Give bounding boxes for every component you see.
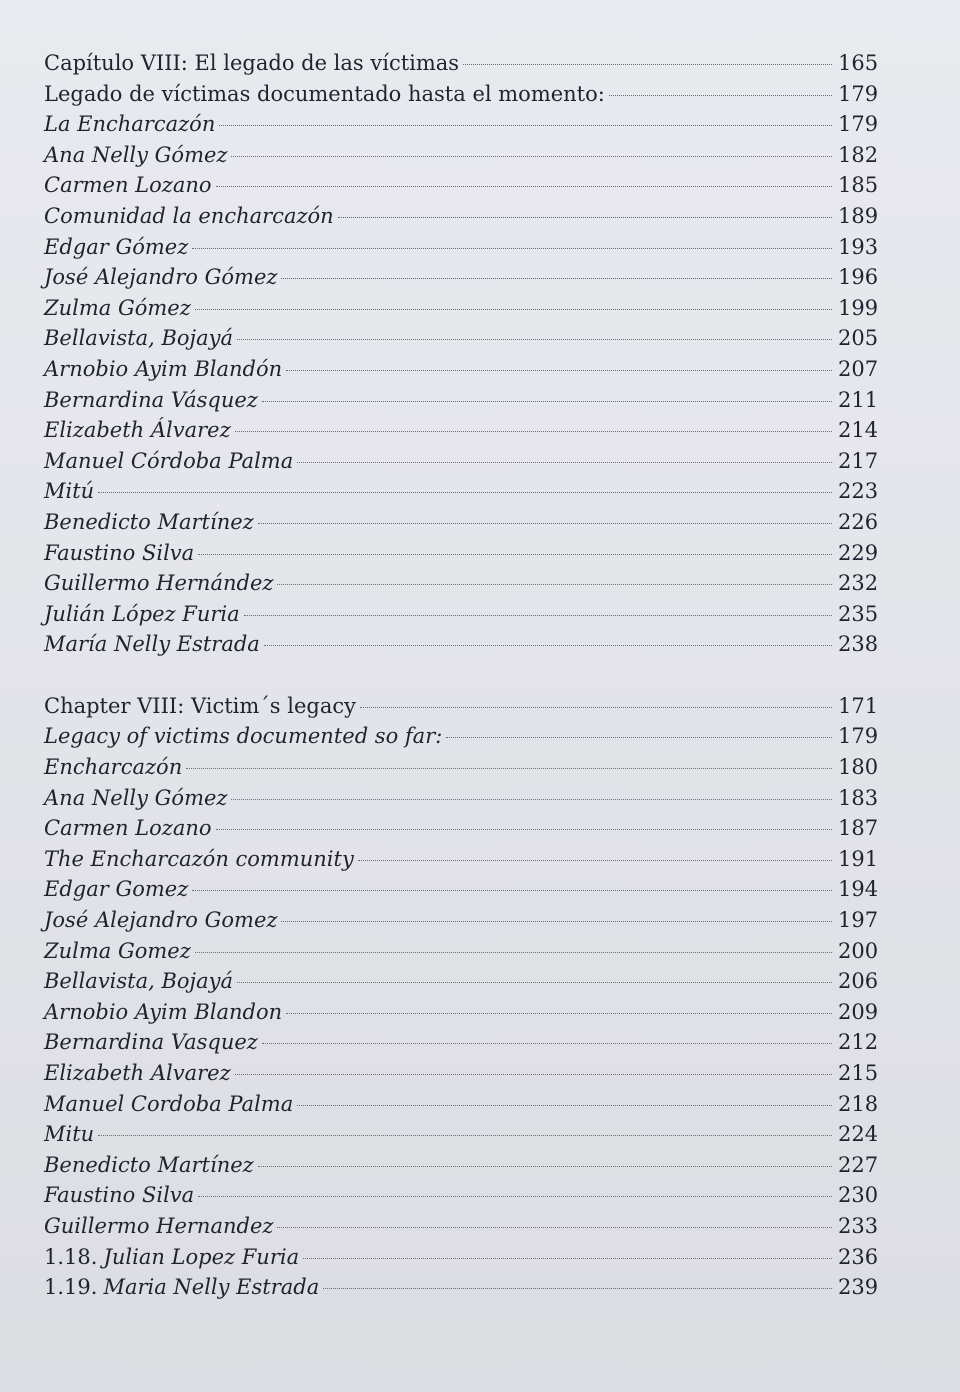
toc-entry-title: Faustino Silva [44,1183,195,1208]
toc-page-number: 197 [838,908,879,933]
toc-page-number: 238 [838,632,879,657]
dot-leader [98,1135,832,1136]
toc-page-number: 227 [838,1152,879,1177]
toc-page-number: 214 [838,418,879,443]
toc-entry-title: Bellavista, Bojayá [44,969,233,994]
toc-entry [44,721,878,752]
toc-entry-label [44,140,227,171]
toc-page-number: 232 [838,571,879,596]
dot-leader [186,768,832,769]
toc-entry-label [44,905,277,936]
toc-page-number: 194 [838,877,879,902]
toc-page-number: 235 [838,601,879,626]
toc-page-number: 207 [838,356,879,381]
dot-leader [358,860,832,861]
toc-entry-title: Arnobio Ayim Blandón [44,356,283,381]
dot-leader [235,1074,832,1075]
dot-leader [446,737,832,738]
dot-leader [338,217,832,218]
toc-entry [44,813,878,844]
dot-leader [277,1227,832,1228]
toc-page-number: 217 [838,448,879,473]
toc-entry [44,783,878,814]
toc-entry-label [44,568,273,599]
dot-leader [262,1043,832,1044]
toc-page-number: 215 [838,1061,879,1085]
toc-entry [44,1180,878,1211]
toc-entry-title: Carmen Lozano [44,816,212,841]
toc-page-number: 199 [838,295,879,320]
toc-entry [44,568,878,599]
toc-page-number: 189 [838,203,879,228]
dot-leader [262,401,832,402]
dot-leader [237,982,832,983]
toc-entry-title: Bellavista, Bojayá [44,326,233,351]
dot-leader [216,186,832,187]
toc-entry-label [44,1150,254,1181]
toc-entry-title: Guillermo Hernandez [44,1213,274,1238]
toc-entry [44,997,878,1028]
toc-entry-label [44,1027,258,1058]
toc-entry-label [44,752,182,783]
dot-leader [609,95,832,96]
toc-page-number: 224 [838,1122,879,1147]
toc-entry-title: Legacy of victims documented so far: [44,724,443,749]
toc-page-number: 233 [838,1213,879,1238]
toc-entry-label [44,813,212,844]
toc-page-number: 209 [838,999,879,1024]
toc-page-number: 171 [838,693,879,718]
toc-entry-label [44,691,356,722]
toc-entry-title: Manuel Cordoba Palma [44,1091,294,1116]
dot-leader [258,1166,832,1167]
toc-entry-label [44,415,231,446]
toc-entry [44,1150,878,1181]
toc-entry-number: 1.18. [44,1244,98,1269]
toc-entry-title: Julián López Furia [44,601,240,626]
toc-page-number: 212 [838,1030,879,1055]
toc-page-number: 196 [838,265,879,290]
dot-leader [192,890,832,891]
toc-entry [44,905,878,936]
toc-entry [44,293,878,324]
toc-entry-label [44,109,215,140]
toc-entry [44,1119,878,1150]
toc-entry [44,1272,878,1303]
toc-entry-number: 1.19. [44,1275,98,1300]
toc-entry-title: Carmen Lozano [44,173,212,198]
toc-entry-label [44,48,459,79]
dot-leader [219,125,832,126]
toc-entry [44,48,878,79]
dot-leader [195,309,832,310]
toc-entry-label [44,293,191,324]
toc-entry-label [44,599,240,630]
toc-entry-title: Bernardina Vasquez [44,1030,258,1055]
toc-entry-title: Elizabeth Álvarez [44,418,231,443]
toc-entry-title: Ana Nelly Gómez [44,785,228,810]
toc-entry [44,936,878,967]
dot-leader [281,921,832,922]
toc-entry [44,446,878,477]
toc-page-number: 236 [838,1244,879,1269]
toc-entry-label [44,1272,319,1303]
toc-entry-title: Benedicto Martínez [44,1152,254,1177]
toc-entry-label [44,1089,293,1120]
toc-entry-title: Mitu [44,1122,95,1147]
toc-entry [44,599,878,630]
toc-entry-label [44,354,282,385]
toc-page-number: 230 [838,1183,879,1208]
toc-page-number: 206 [838,969,879,994]
dot-leader [323,1288,832,1289]
dot-leader [303,1258,832,1259]
dot-leader [237,339,832,340]
toc-entry [44,385,878,416]
toc-entry [44,201,878,232]
toc-entry-title: Comunidad la encharcazón [44,203,334,228]
toc-entry [44,1089,878,1120]
toc-entry-label [44,966,233,997]
toc-entry-label [44,629,260,660]
toc-entry [44,323,878,354]
toc-page-number: 218 [838,1091,879,1116]
toc-entry [44,476,878,507]
toc-entry [44,109,878,140]
toc-entry-title: Elizabeth Alvarez [44,1061,231,1085]
dot-leader [286,370,832,371]
toc-entry-title: Mitú [44,479,95,504]
toc-page-number: 193 [838,234,879,259]
toc-entry-label [44,783,227,814]
toc-entry-label [44,1058,231,1089]
toc-entry-title: José Alejandro Gómez [44,265,278,290]
toc-entry [44,966,878,997]
toc-entry-title: Ana Nelly Gómez [44,142,228,167]
toc-entry [44,415,878,446]
toc-entry [44,752,878,783]
toc-entry-title: Edgar Gomez [44,877,189,902]
dot-leader [98,492,832,493]
toc-entry [44,1242,878,1273]
toc-entry [44,507,878,538]
dot-leader [264,645,832,646]
toc-page-number: 165 [838,51,879,75]
dot-leader [231,799,832,800]
toc-entry-title: Zulma Gómez [44,295,191,320]
toc-entry-label [44,874,188,905]
toc-entry-label [44,201,334,232]
toc-page-number: 179 [838,81,879,106]
toc-entry-title: Faustino Silva [44,540,195,565]
toc-entry-label [44,721,442,752]
toc-page-number: 239 [838,1275,879,1300]
dot-leader [195,952,832,953]
dot-leader [297,1105,832,1106]
dot-leader [360,707,832,708]
toc-entry [44,140,878,171]
toc-page-number: 229 [838,540,879,565]
toc-entry-title: Encharcazón [44,755,183,780]
toc-entry-label [44,232,188,263]
toc-entry [44,262,878,293]
toc-entry-title: Legado de víctimas documentado hasta el momento: [44,81,605,106]
toc-entry [44,232,878,263]
toc-page-number: 191 [838,846,879,871]
toc-entry [44,844,878,875]
toc-entry-label [44,844,354,875]
toc-entry-title: La Encharcazón [44,112,216,137]
toc-entry-title: The Encharcazón community [44,846,354,871]
toc-entry-title: Julian Lopez Furia [103,1244,300,1269]
toc-page-number: 226 [838,509,879,534]
toc-entry-title: José Alejandro Gomez [44,908,278,933]
toc-entry-label [44,79,605,110]
toc-entry-title: Benedicto Martínez [44,509,254,534]
dot-leader [463,64,832,65]
toc-entry [44,538,878,569]
dot-leader [198,1196,832,1197]
toc-page-number: 187 [838,816,879,841]
toc-page-number: 205 [838,326,879,351]
toc-entry-label [44,507,254,538]
toc-entry-label [44,385,258,416]
dot-leader [286,1013,832,1014]
toc-entry-title: Edgar Gómez [44,234,189,259]
toc-entry-label [44,997,282,1028]
toc-page-number: 179 [838,724,879,749]
toc-page-number: 185 [838,173,879,198]
toc-entry-label [44,476,94,507]
toc-entry [44,691,878,722]
toc-page-number: 179 [838,112,879,137]
dot-leader [297,462,832,463]
toc-entry-label [44,1242,299,1273]
toc-entry [44,874,878,905]
toc-entry-label [44,538,194,569]
toc-entry-label [44,170,212,201]
toc-page-number: 211 [838,387,879,412]
toc-entry [44,170,878,201]
toc-entry-title: María Nelly Estrada [44,632,260,657]
toc-entry [44,354,878,385]
toc-entry-label [44,1211,273,1242]
toc-entry-title: Guillermo Hernández [44,571,274,596]
dot-leader [216,829,832,830]
toc-page-number: 180 [838,755,879,780]
dot-leader [231,156,832,157]
toc-entry-label [44,323,233,354]
toc-page-number: 183 [838,785,879,810]
dot-leader [235,431,832,432]
dot-leader [198,554,832,555]
toc-entry-label [44,936,191,967]
toc-entry-title: Maria Nelly Estrada [103,1275,320,1300]
toc-entry-label [44,262,277,293]
dot-leader [281,278,832,279]
toc-entry-title: Arnobio Ayim Blandon [44,999,283,1024]
toc-entry-label [44,1119,94,1150]
toc-entry-title: Bernardina Vásquez [44,387,258,412]
toc-page-number: 200 [838,938,879,963]
toc-page-number: 182 [838,142,879,167]
toc-entry-title: Zulma Gomez [44,938,191,963]
toc-entry [44,1027,878,1058]
toc-entry-title: Chapter VIII: Victim´s legacy [44,693,356,718]
toc-entry-title: Manuel Córdoba Palma [44,448,294,473]
dot-leader [192,248,832,249]
dot-leader [258,523,832,524]
toc-entry-label [44,446,293,477]
toc-entry-label [44,1180,194,1211]
toc-entry [44,79,878,110]
toc-entry-title: Capítulo VIII: El legado de las víctimas [44,51,460,75]
toc-entry [44,1211,878,1242]
toc-section-english [44,691,878,1303]
toc-entry [44,629,878,660]
toc-section-spanish [44,48,878,660]
dot-leader [244,615,832,616]
toc-page-number: 223 [838,479,879,504]
dot-leader [277,584,832,585]
toc-entry [44,1058,878,1089]
